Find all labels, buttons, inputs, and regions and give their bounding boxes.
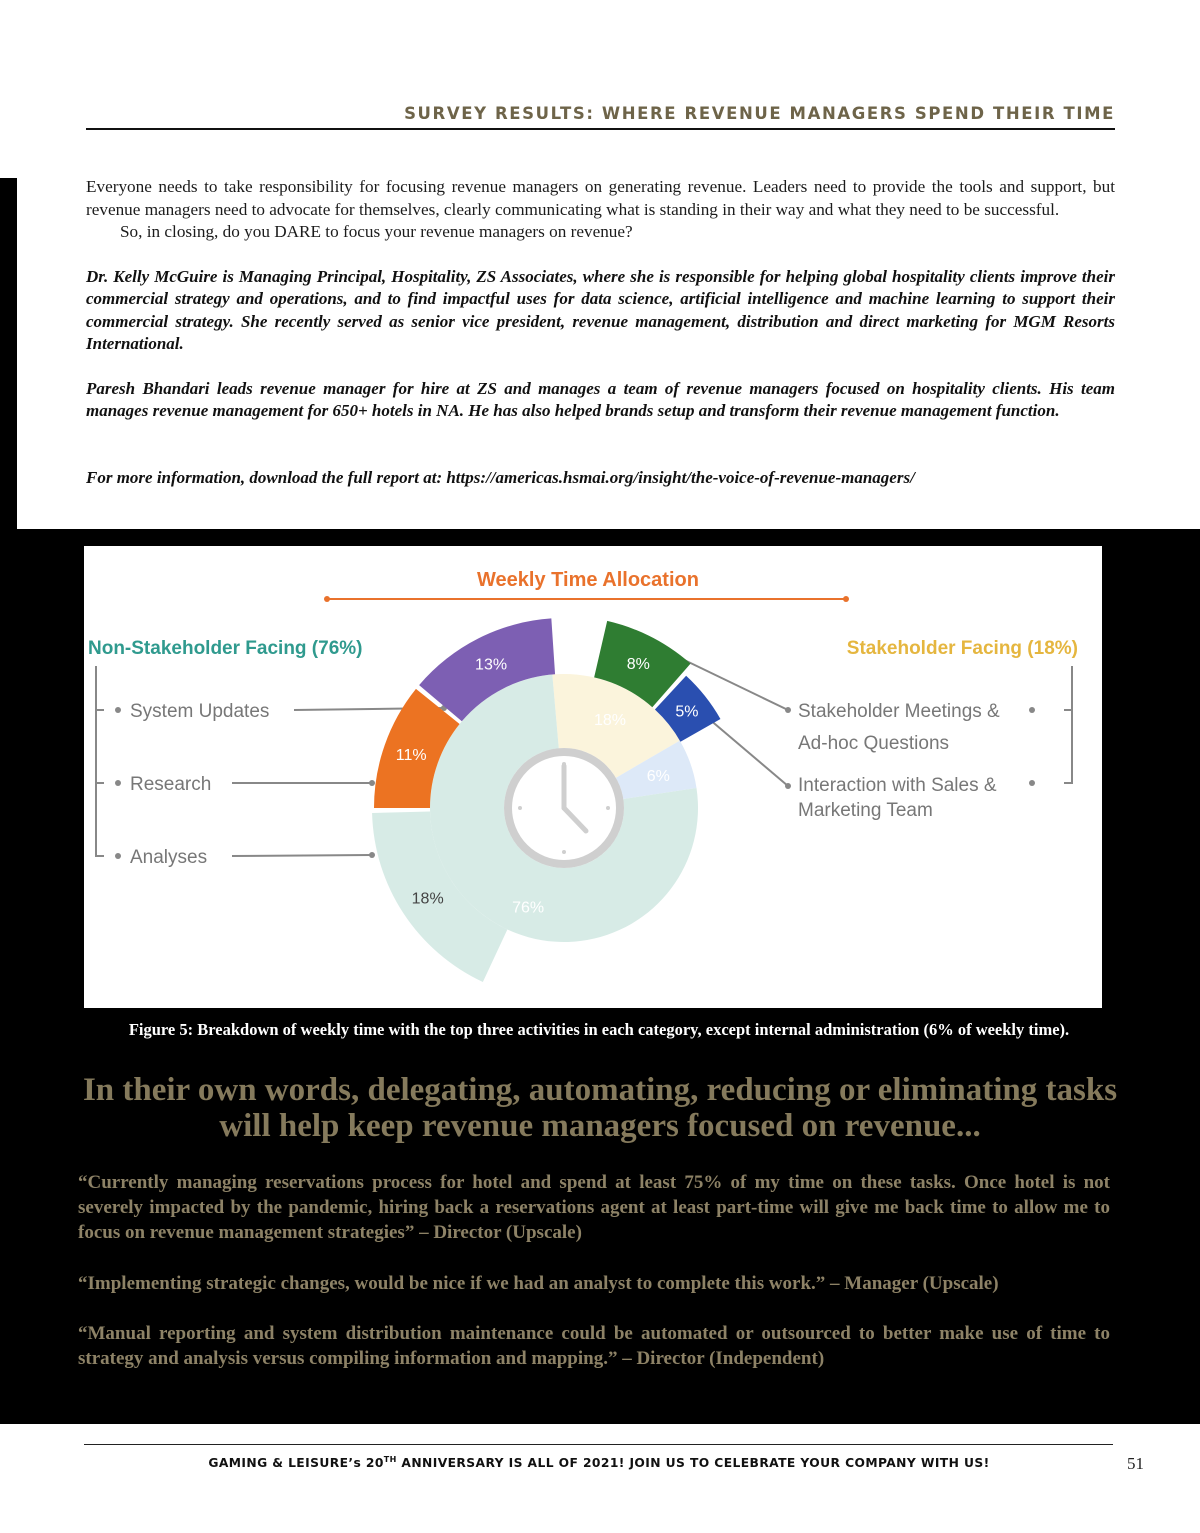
- leader-sales-marketing: [702, 713, 788, 786]
- running-header: SURVEY RESULTS: WHERE REVENUE MANAGERS SPEND THEIR TIME: [404, 104, 1115, 123]
- legend-sales-marketing-line1: Interaction with Sales &: [798, 775, 997, 796]
- more-info-link-text: For more information, download the full report at: https://americas.hsmai.org/insight/the-voice-of-revenue-managers/: [86, 468, 915, 487]
- right-group-title: Stakeholder Facing (18%): [846, 638, 1078, 659]
- legend-stakeholder-meetings-line1: Stakeholder Meetings &: [798, 701, 1000, 722]
- quote-1: “Currently managing reservations process for hotel and spend at least 75% of my time on these tasks. Once hotel is not severely impacted by the pandemic, hiring back a reservations agent at least part-time will give me back time to allow me to focus on revenue management strategies” – Director (Upscale): [78, 1172, 1110, 1243]
- clock-icon: [508, 752, 620, 864]
- inner-slice-non-stakeholder-label: 76%: [512, 899, 545, 917]
- legend-research: Research: [130, 774, 212, 795]
- bullet: [115, 707, 121, 713]
- bullet: [1029, 707, 1035, 713]
- title-rule-dot-right: [843, 596, 849, 602]
- quote-2: “Implementing strategic changes, would be nice if we had an analyst to complete this work.” – Manager (Upscale): [78, 1273, 999, 1294]
- left-bracket: [96, 666, 104, 856]
- author-bio-mcguire: Dr. Kelly McGuire is Managing Principal, Hospitality, ZS Associates, where she is responsible for helping global hospitality clients improve their commercial strategy and operations, and to find impactful uses for data science, artificial intelligence and machine learning to support their commercial strategy. She recently served as senior vice president, revenue management, distribution and direct marketing for MGM Resorts International.: [86, 267, 1115, 354]
- legend-analyses: Analyses: [130, 847, 208, 868]
- chart-title: Weekly Time Allocation: [477, 569, 699, 591]
- outer-slice-stakeholder-meetings-label: 8%: [626, 655, 650, 673]
- title-rule-dot-left: [324, 596, 330, 602]
- weekly-time-chart: [84, 546, 1102, 1008]
- outer-slice-sales-marketing-label: 5%: [675, 703, 699, 721]
- bullet: [1029, 780, 1035, 786]
- outer-slice-research-label: 11%: [395, 747, 427, 765]
- legend-system-updates: System Updates: [130, 701, 270, 722]
- outer-slice-system-updates-label: 13%: [475, 656, 508, 674]
- inner-slice-admin-label: 6%: [646, 767, 670, 785]
- footer-banner-text-2: ANNIVERSARY IS ALL OF 2021! JOIN US TO CELEBRATE YOUR COMPANY WITH US!: [396, 1456, 990, 1471]
- left-edge-bar: [0, 178, 17, 530]
- page-number: 51: [1127, 1454, 1144, 1473]
- legend-stakeholder-meetings-line2: Ad-hoc Questions: [798, 733, 950, 754]
- legend-sales-marketing-line2: Marketing Team: [798, 800, 933, 821]
- body-paragraph-1: Everyone needs to take responsibility for focusing revenue managers on generating revenue. Leaders need to provide the tools and support, but revenue managers need to advocate for themselves, clearly communicating what is standing in their way and what they need to be successful.: [86, 177, 1115, 219]
- inner-slice-stakeholder-label: 18%: [594, 712, 627, 730]
- leader-dot: [785, 707, 791, 713]
- header-rule: [86, 128, 1115, 130]
- author-bio-bhandari: Paresh Bhandari leads revenue manager for hire at ZS and manages a team of revenue managers focused on hospitality clients. His team manages revenue management for 650+ hotels in NA. He has also helped brands setup and transform their revenue management function.: [86, 379, 1115, 421]
- footer-rule: [84, 1444, 1113, 1445]
- leader-dot: [369, 852, 375, 858]
- quote-3: “Manual reporting and system distribution maintenance could be automated or outsourced to better make use of time to strategy and analysis versus compiling information and mapping.” – Director (Independent): [78, 1323, 1110, 1369]
- leader-dot: [369, 780, 375, 786]
- leader-dot: [785, 783, 791, 789]
- left-group-title: Non-Stakeholder Facing (76%): [88, 638, 363, 659]
- bullet: [115, 853, 121, 859]
- outer-slice-analyses-label: 18%: [411, 890, 444, 908]
- footer-banner: [84, 1455, 1114, 1470]
- right-bracket: [1064, 666, 1072, 783]
- bullet: [115, 780, 121, 786]
- body-text: [86, 176, 1115, 244]
- footer-banner-text: GAMING & LEISURE’s 20: [208, 1456, 384, 1471]
- footer-banner-sup: TH: [383, 1455, 397, 1464]
- figure-caption: Figure 5: Breakdown of weekly time with the top three activities in each category, except internal administration (6% of weekly time).: [128, 1020, 1070, 1039]
- chart-svg: [84, 546, 1102, 1008]
- leader-analyses: [232, 855, 372, 856]
- body-paragraph-2: So, in closing, do you DARE to focus your revenue managers on revenue?: [120, 222, 633, 241]
- quotes-heading: In their own words, delegating, automating, reducing or eliminating tasks will help keep revenue managers focused on revenue...: [82, 1072, 1118, 1144]
